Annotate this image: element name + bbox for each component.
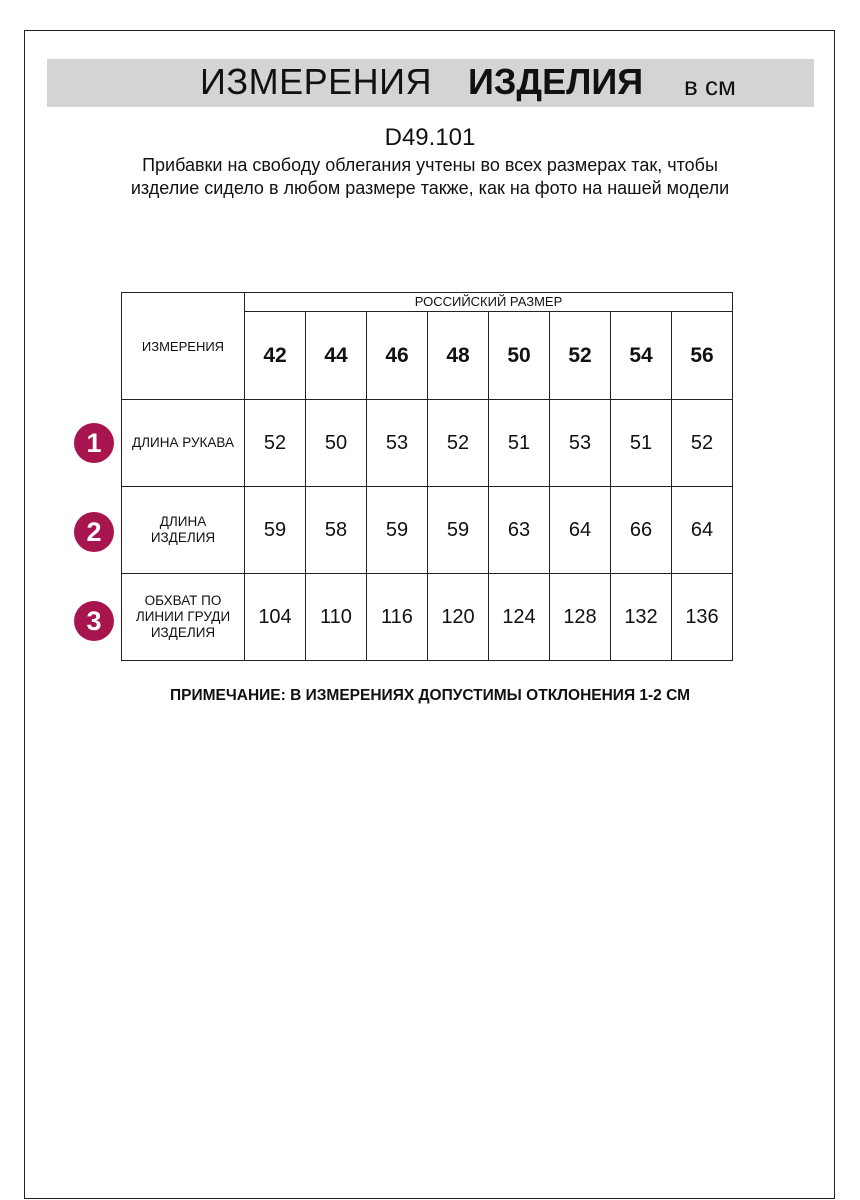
table-cell: 59 [428,487,489,574]
marker-badge-2: 2 [74,512,114,552]
table-cell: 120 [428,574,489,661]
title-regular: ИЗМЕРЕНИЯ [200,61,433,102]
size-header: 42 [245,312,306,400]
description-text: Прибавки на свободу облегания учтены во всех размерах так, чтобы изделие сидело в любом размере также, как на фото на нашей модели [130,155,730,198]
table-cell: 124 [489,574,550,661]
row-label [122,574,245,661]
size-header: 48 [428,312,489,400]
table-cell: 53 [367,400,428,487]
marker-badge-3: 3 [74,601,114,641]
table-cell: 128 [550,574,611,661]
row-label [122,487,245,574]
title-unit: в см [684,71,736,101]
table-cell: 63 [489,487,550,574]
table-cell: 53 [550,400,611,487]
size-header: 52 [550,312,611,400]
row-label-text: ДЛИНА ИЗДЕЛИЯ [150,514,216,545]
size-table [121,292,733,661]
size-header: 56 [672,312,733,400]
row-label-text: ОБХВАТ ПО ЛИНИИ ГРУДИ ИЗДЕЛИЯ [135,593,231,640]
table-row [122,574,733,661]
table-cell: 116 [367,574,428,661]
table-cell: 50 [306,400,367,487]
table-cell: 64 [550,487,611,574]
measurements-header: ИЗМЕРЕНИЯ [122,293,245,400]
model-code: D49.101 [384,124,476,151]
marker-badge-1: 1 [74,423,114,463]
ru-size-header: РОССИЙСКИЙ РАЗМЕР [245,293,733,312]
table-cell: 51 [611,400,672,487]
table-cell: 52 [245,400,306,487]
row-label-text: ДЛИНА РУКАВА [132,435,234,450]
row-label [122,400,245,487]
note-text: ПРИМЕЧАНИЕ: В ИЗМЕРЕНИЯХ ДОПУСТИМЫ ОТКЛОНЕНИЯ 1-2 СМ [169,687,691,704]
table-row [122,487,733,574]
table-cell: 59 [245,487,306,574]
table-cell: 51 [489,400,550,487]
table-cell: 64 [672,487,733,574]
table-cell: 136 [672,574,733,661]
page-title [0,62,860,102]
table-cell: 66 [611,487,672,574]
table-cell: 52 [672,400,733,487]
table-cell: 58 [306,487,367,574]
size-header: 50 [489,312,550,400]
size-header: 46 [367,312,428,400]
size-header: 44 [306,312,367,400]
table-cell: 52 [428,400,489,487]
table-row [122,400,733,487]
size-header: 54 [611,312,672,400]
table-cell: 132 [611,574,672,661]
table-cell: 59 [367,487,428,574]
table-cell: 110 [306,574,367,661]
table-cell: 104 [245,574,306,661]
title-bold: ИЗДЕЛИЯ [468,61,644,102]
